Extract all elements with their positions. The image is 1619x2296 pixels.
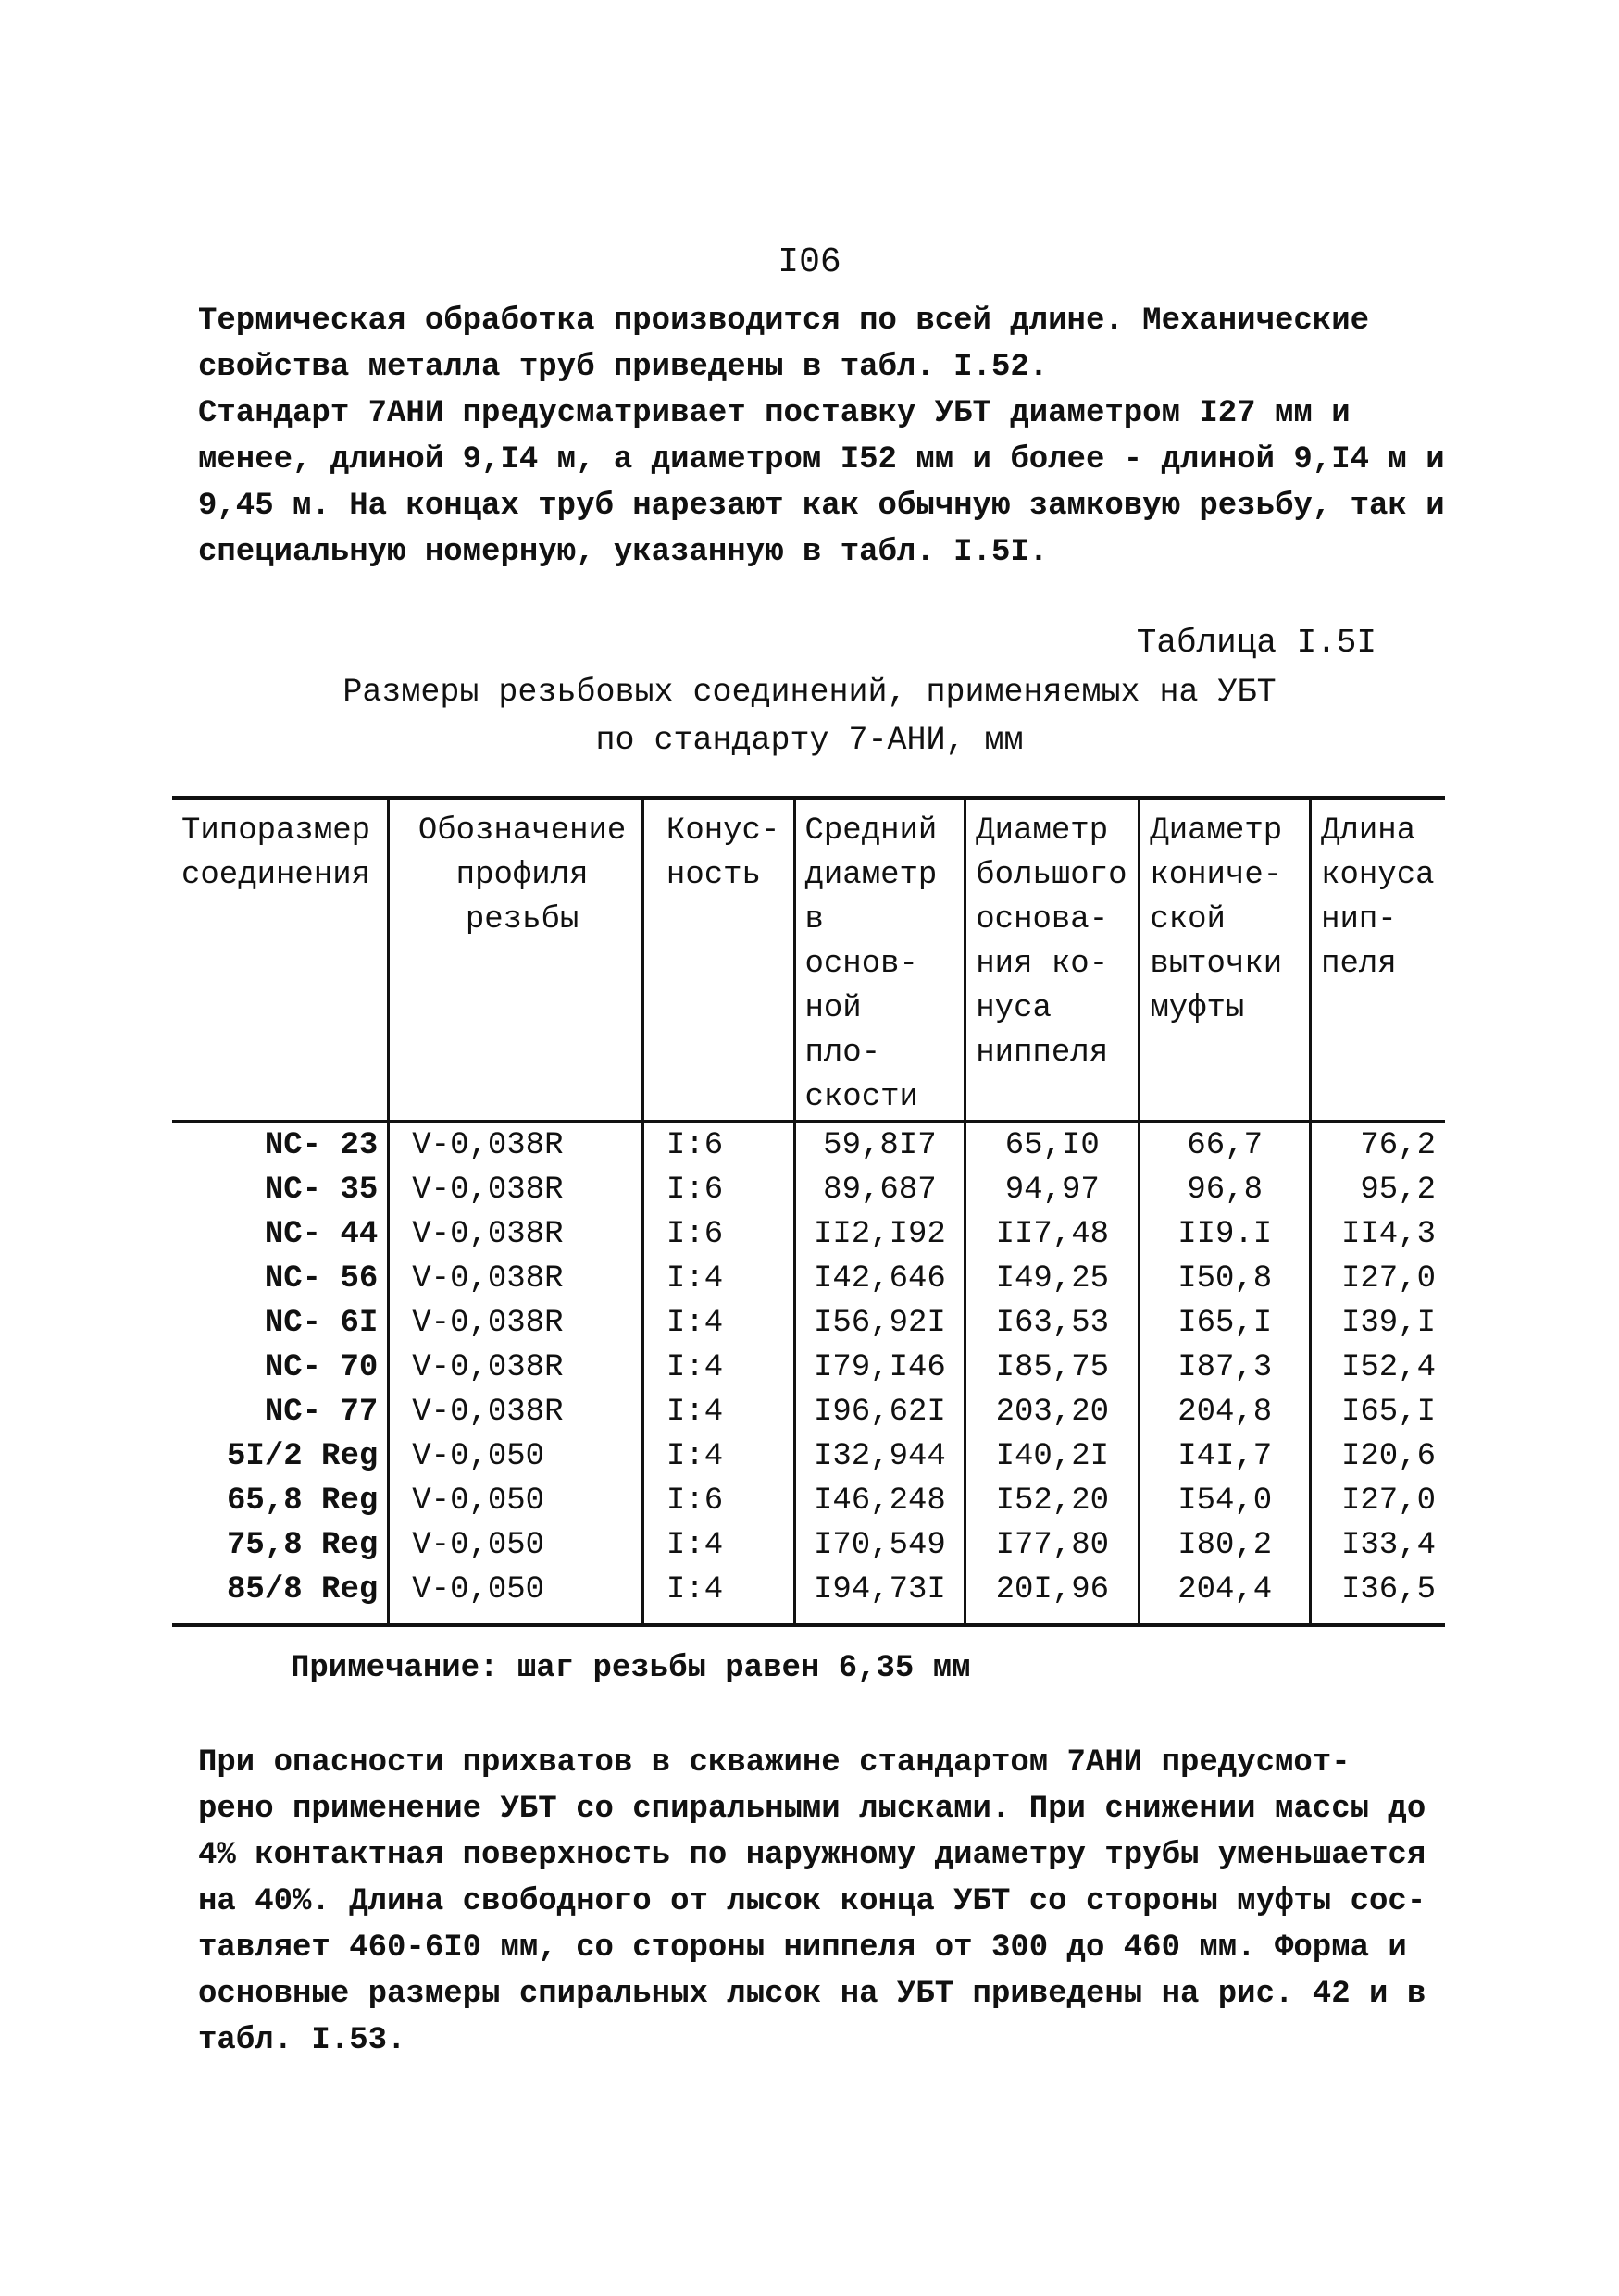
cell-bore-diameter: I80,2 xyxy=(1140,1523,1311,1568)
cell-mean-diameter: I94,73I xyxy=(794,1568,965,1625)
paragraph-line: Стандарт 7АНИ предусматривает поставку УБТ диаметром I27 мм и xyxy=(198,396,1351,431)
table-label: Таблица I.5I xyxy=(1136,624,1376,662)
table-note: Примечание: шаг резьбы равен 6,35 мм xyxy=(291,1651,971,1686)
cell-mean-diameter: I32,944 xyxy=(794,1434,965,1479)
table-row xyxy=(172,1346,1445,1390)
page-number: I06 xyxy=(778,242,841,282)
table-title xyxy=(0,668,1619,764)
table-title-line: Размеры резьбовых соединений, применяемых на УБТ xyxy=(342,674,1277,711)
cell-large-diameter: I85,75 xyxy=(965,1346,1140,1390)
cell-profile: V-0,050 xyxy=(389,1479,643,1523)
cell-large-diameter: II7,48 xyxy=(965,1212,1140,1257)
paragraph-line: 9,45 м. На концах труб нарезают как обычную замковую резьбу, так и xyxy=(198,489,1445,524)
data-table xyxy=(172,796,1445,1627)
paragraph-line: на 40%. Длина свободного от лысок конца УБТ со стороны муфты сос- xyxy=(198,1884,1426,1919)
cell-profile: V-0,038R xyxy=(389,1168,643,1212)
cell-type: NC- 35 xyxy=(264,1173,379,1208)
table-row xyxy=(172,1479,1445,1523)
cell-taper: I:4 xyxy=(642,1568,794,1625)
cell-taper: I:4 xyxy=(642,1523,794,1568)
cell-taper: I:4 xyxy=(642,1346,794,1390)
cell-mean-diameter: I79,I46 xyxy=(794,1346,965,1390)
paragraph-heat-treatment xyxy=(198,298,1429,391)
cell-bore-diameter: I50,8 xyxy=(1140,1257,1311,1301)
cell-profile: V-0,038R xyxy=(389,1122,643,1168)
table-row xyxy=(172,1301,1445,1346)
column-header-bore-diameter: Диаметр коничe-ской выточки муфты xyxy=(1140,798,1311,1122)
cell-mean-diameter: 89,687 xyxy=(794,1168,965,1212)
cell-type: 5I/2 Reg xyxy=(227,1439,379,1474)
table-row xyxy=(172,1122,1445,1168)
cell-bore-diameter: II9.I xyxy=(1140,1212,1311,1257)
cell-bore-diameter: 66,7 xyxy=(1140,1122,1311,1168)
cell-large-diameter: I40,2I xyxy=(965,1434,1140,1479)
cell-pin-length: 95,2 xyxy=(1311,1168,1445,1212)
cell-bore-diameter: 96,8 xyxy=(1140,1168,1311,1212)
cell-pin-length: I39,I xyxy=(1311,1301,1445,1346)
cell-pin-length: I52,4 xyxy=(1311,1346,1445,1390)
column-header-taper: Конус-ность xyxy=(642,798,794,1122)
table-row xyxy=(172,1390,1445,1434)
cell-profile: V-0,050 xyxy=(389,1434,643,1479)
cell-bore-diameter: I87,3 xyxy=(1140,1346,1311,1390)
cell-profile: V-0,050 xyxy=(389,1523,643,1568)
cell-pin-length: I33,4 xyxy=(1311,1523,1445,1568)
cell-pin-length: I65,I xyxy=(1311,1390,1445,1434)
table-header-row xyxy=(172,798,1445,1122)
cell-taper: I:4 xyxy=(642,1257,794,1301)
cell-type: 85/8 Reg xyxy=(227,1572,379,1607)
cell-mean-diameter: I70,549 xyxy=(794,1523,965,1568)
column-header-profile: Обозначение профиля резьбы xyxy=(389,798,643,1122)
cell-taper: I:6 xyxy=(642,1212,794,1257)
cell-pin-length: I27,0 xyxy=(1311,1479,1445,1523)
cell-profile: V-0,038R xyxy=(389,1257,643,1301)
paragraph-line: табл. I.53. xyxy=(198,2023,406,2058)
cell-pin-length: I20,6 xyxy=(1311,1434,1445,1479)
cell-type: NC- 44 xyxy=(264,1217,379,1252)
paragraph-line: специальную номерную, указанную в табл. I.5I. xyxy=(198,535,1049,570)
cell-large-diameter: 203,20 xyxy=(965,1390,1140,1434)
column-header-large-diameter: Диаметр большого основа-ния ко-нуса ниппеля xyxy=(965,798,1140,1122)
cell-profile: V-0,038R xyxy=(389,1390,643,1434)
paragraph-line: тавляет 460-6I0 мм, со стороны ниппеля от 300 до 460 мм. Форма и xyxy=(198,1930,1407,1966)
cell-type: NC- 23 xyxy=(264,1128,379,1163)
column-header-type: Типоразмер соединения xyxy=(172,798,389,1122)
cell-type: 75,8 Reg xyxy=(227,1528,379,1563)
cell-type: NC- 56 xyxy=(264,1261,379,1297)
cell-profile: V-0,038R xyxy=(389,1212,643,1257)
cell-type: NC- 70 xyxy=(264,1350,379,1385)
cell-mean-diameter: I96,62I xyxy=(794,1390,965,1434)
paragraph-line: свойства металла труб приведены в табл. I.52. xyxy=(198,350,1049,385)
cell-type: 65,8 Reg xyxy=(227,1483,379,1519)
cell-profile: V-0,038R xyxy=(389,1301,643,1346)
table-row xyxy=(172,1257,1445,1301)
cell-large-diameter: I49,25 xyxy=(965,1257,1140,1301)
cell-pin-length: I36,5 xyxy=(1311,1568,1445,1625)
cell-mean-diameter: I42,646 xyxy=(794,1257,965,1301)
cell-large-diameter: 20I,96 xyxy=(965,1568,1140,1625)
cell-pin-length: II4,3 xyxy=(1311,1212,1445,1257)
column-header-pin-length: Длина конуса нип-пеля xyxy=(1311,798,1445,1122)
cell-large-diameter: I63,53 xyxy=(965,1301,1140,1346)
cell-taper: I:6 xyxy=(642,1479,794,1523)
cell-profile: V-0,038R xyxy=(389,1346,643,1390)
cell-mean-diameter: II2,I92 xyxy=(794,1212,965,1257)
cell-bore-diameter: I65,I xyxy=(1140,1301,1311,1346)
table-title-line: по стандарту 7-АНИ, мм xyxy=(595,722,1024,759)
cell-large-diameter: I52,20 xyxy=(965,1479,1140,1523)
paragraph-line: менее, длиной 9,I4 м, а диаметром I52 мм и более - длиной 9,I4 м и xyxy=(198,442,1445,478)
cell-taper: I:4 xyxy=(642,1390,794,1434)
paragraph-line: При опасности прихватов в скважине стандартом 7АНИ предусмот- xyxy=(198,1745,1351,1781)
cell-mean-diameter: 59,8I7 xyxy=(794,1122,965,1168)
cell-pin-length: I27,0 xyxy=(1311,1257,1445,1301)
cell-mean-diameter: I56,92I xyxy=(794,1301,965,1346)
paragraph-line: 4% контактная поверхность по наружному диаметру трубы уменьшается xyxy=(198,1838,1426,1873)
cell-mean-diameter: I46,248 xyxy=(794,1479,965,1523)
cell-type: NC- 77 xyxy=(264,1395,379,1430)
thread-connections-table xyxy=(172,796,1445,1627)
paragraph-line: рено применение УБТ со спиральными лысками. При снижении массы до xyxy=(198,1792,1426,1827)
cell-profile: V-0,050 xyxy=(389,1568,643,1625)
column-header-mean-diameter: Средний диаметр в основ-ной пло-скости xyxy=(794,798,965,1122)
cell-bore-diameter: 204,4 xyxy=(1140,1568,1311,1625)
paragraph-spiral-flats xyxy=(198,1740,1429,2064)
paragraph-line: Термическая обработка производится по всей длине. Механические xyxy=(198,304,1370,339)
table-row xyxy=(172,1168,1445,1212)
cell-bore-diameter: I54,0 xyxy=(1140,1479,1311,1523)
cell-taper: I:4 xyxy=(642,1434,794,1479)
cell-large-diameter: 94,97 xyxy=(965,1168,1140,1212)
table-row xyxy=(172,1568,1445,1625)
paragraph-standard-7ani xyxy=(198,391,1445,576)
table-row xyxy=(172,1212,1445,1257)
cell-type: NC- 6I xyxy=(264,1306,379,1341)
cell-taper: I:6 xyxy=(642,1168,794,1212)
cell-taper: I:6 xyxy=(642,1122,794,1168)
cell-taper: I:4 xyxy=(642,1301,794,1346)
paragraph-line: основные размеры спиральных лысок на УБТ приведены на рис. 42 и в xyxy=(198,1977,1426,2012)
table-row xyxy=(172,1523,1445,1568)
cell-large-diameter: 65,I0 xyxy=(965,1122,1140,1168)
cell-bore-diameter: 204,8 xyxy=(1140,1390,1311,1434)
cell-large-diameter: I77,80 xyxy=(965,1523,1140,1568)
table-row xyxy=(172,1434,1445,1479)
cell-pin-length: 76,2 xyxy=(1311,1122,1445,1168)
cell-bore-diameter: I4I,7 xyxy=(1140,1434,1311,1479)
